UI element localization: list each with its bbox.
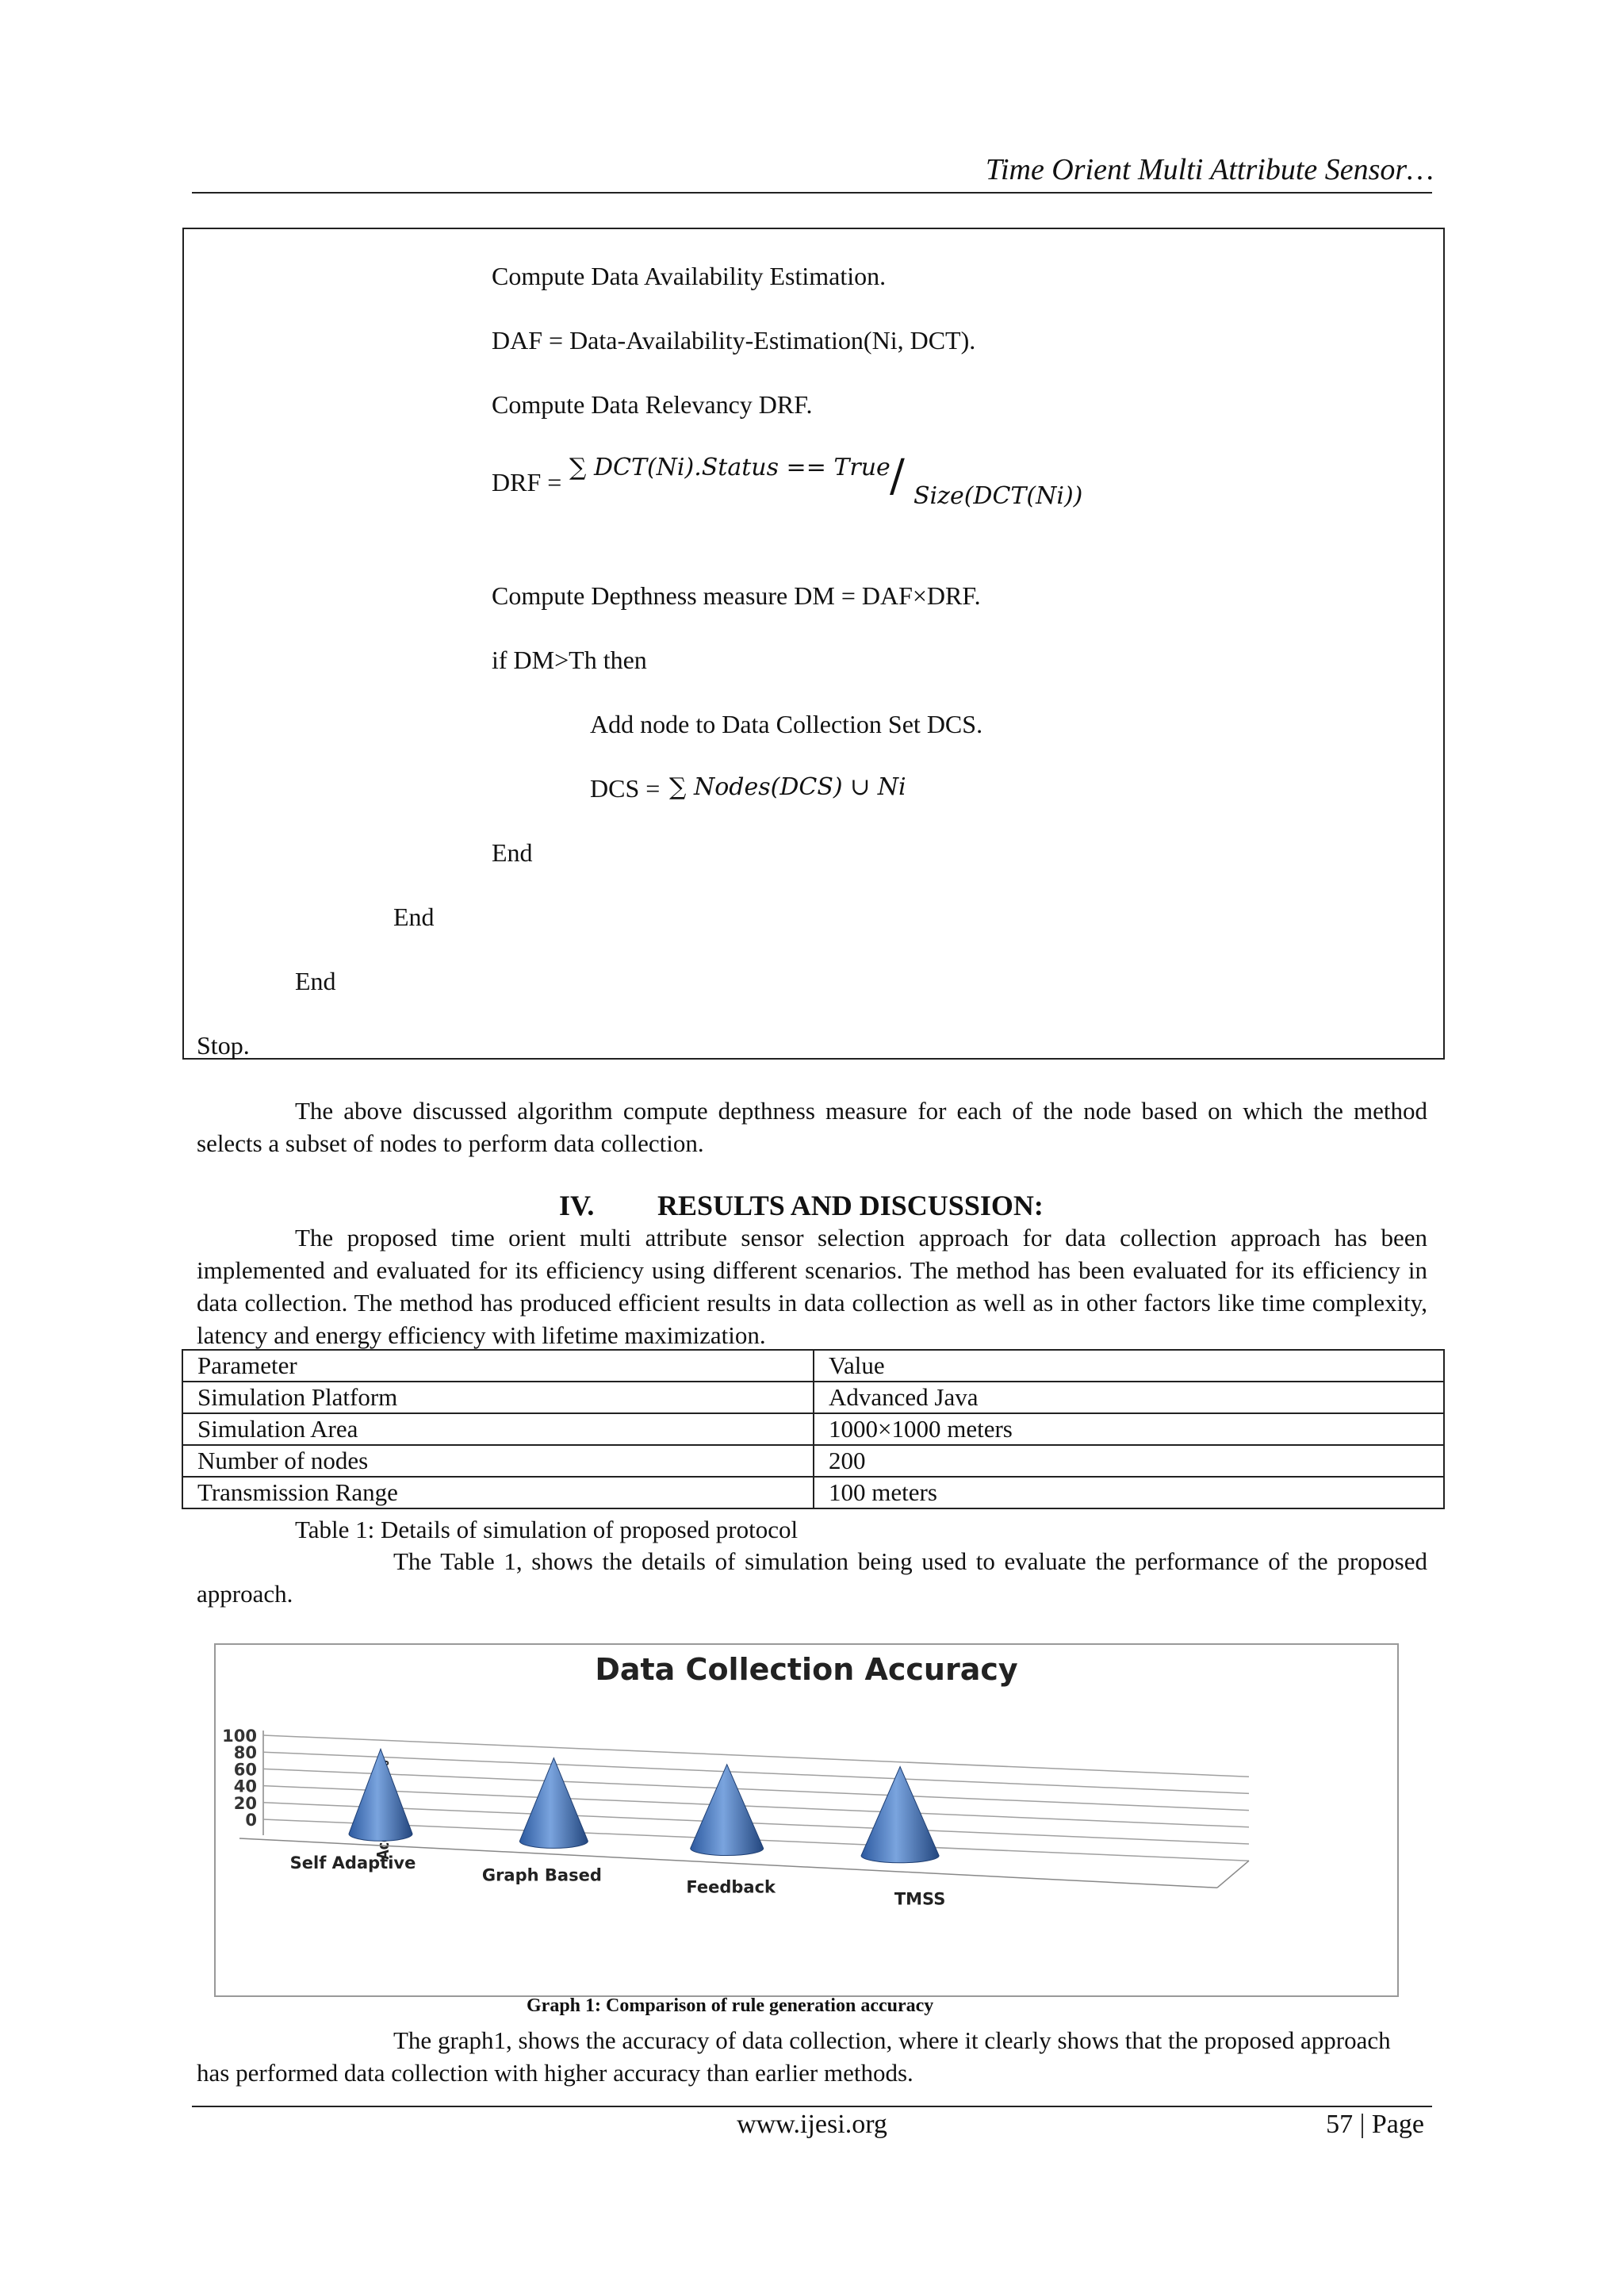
chart-cone bbox=[519, 1758, 588, 1849]
chart-cone bbox=[349, 1749, 412, 1841]
algo-line-compute-dae: Compute Data Availability Estimation. bbox=[492, 262, 887, 290]
chart-title: Data Collection Accuracy bbox=[595, 1652, 1018, 1687]
accuracy-chart bbox=[214, 1643, 1399, 1997]
algo-end-outer: End bbox=[295, 967, 336, 995]
algo-line-dm: Compute Depthness measure DM = DAF×DRF. bbox=[492, 581, 981, 610]
table-row bbox=[182, 1382, 1444, 1413]
algo-line-daf: DAF = Data-Availability-Estimation(Ni, DCT). bbox=[492, 326, 976, 355]
chart-caption: Graph 1: Comparison of rule generation accuracy bbox=[527, 1995, 934, 2016]
chart-gridline bbox=[263, 1735, 1249, 1777]
chart-gridline bbox=[263, 1769, 1249, 1810]
dcs-expression: ∑ Nodes(DCS) ∪ Ni bbox=[669, 773, 906, 801]
table-row bbox=[182, 1445, 1444, 1477]
table-caption: Table 1: Details of simulation of proposed protocol bbox=[295, 1516, 799, 1543]
chart-y-tick-label: 100 bbox=[222, 1727, 257, 1746]
table-cell: Advanced Java bbox=[814, 1382, 1444, 1413]
footer-rule bbox=[192, 2106, 1432, 2107]
table-row bbox=[182, 1413, 1444, 1445]
simulation-table bbox=[182, 1349, 1445, 1509]
table-cell: Transmission Range bbox=[182, 1477, 814, 1508]
algo-line-compute-drf: Compute Data Relevancy DRF. bbox=[492, 390, 813, 419]
chart-x-tick-label: TMSS bbox=[894, 1889, 946, 1909]
chart-gridline bbox=[263, 1752, 1249, 1793]
algo-end-if: End bbox=[492, 838, 533, 867]
table-cell: Number of nodes bbox=[182, 1445, 814, 1477]
table-header-cell: Parameter bbox=[182, 1350, 814, 1382]
drf-numerator: ∑ DCT(Ni).Status == True bbox=[569, 454, 891, 481]
table-header-row bbox=[182, 1350, 1444, 1382]
chart-y-tick-label: 0 bbox=[245, 1811, 257, 1830]
table-cell: Simulation Area bbox=[182, 1413, 814, 1445]
section-number: IV. bbox=[559, 1190, 595, 1221]
drf-denominator: Size(DCT(Ni)) bbox=[914, 482, 1083, 510]
table-row bbox=[182, 1477, 1444, 1508]
table-cell: 1000×1000 meters bbox=[814, 1413, 1444, 1445]
dcs-label: DCS = bbox=[590, 774, 661, 803]
drf-label: DRF = bbox=[492, 468, 562, 496]
chart-y-tick-label: 60 bbox=[233, 1760, 257, 1780]
paragraph-table-description: The Table 1, shows the details of simulation being used to evaluate the performance of the proposed approach. bbox=[197, 1547, 1427, 1608]
chart-gridline bbox=[263, 1786, 1249, 1827]
chart-x-tick-label: Graph Based bbox=[481, 1865, 602, 1885]
fraction-slash: / bbox=[890, 450, 905, 502]
algo-line-add-node: Add node to Data Collection Set DCS. bbox=[590, 710, 983, 738]
chart-y-tick-label: 40 bbox=[233, 1777, 257, 1796]
footer-page-number: 57 | Page bbox=[1326, 2110, 1424, 2139]
footer-url: www.ijesi.org bbox=[737, 2110, 887, 2139]
chart-cone bbox=[691, 1765, 764, 1856]
algo-line-if: if DM>Th then bbox=[492, 646, 647, 674]
algo-end-inner: End bbox=[393, 903, 435, 931]
chart-cone bbox=[861, 1767, 939, 1863]
paragraph-results: The proposed time orient multi attribute sensor selection approach for data collection approach has been implemented and evaluated for its efficiency using different scenarios. The method has been evaluated for its efficiency in data collection. The method has produced efficient results in data collection as well as in other factors like time complexity, latency and energy efficiency with lifetime maximization. bbox=[197, 1224, 1427, 1349]
chart-floor-edge bbox=[1217, 1861, 1249, 1888]
running-title: Time Orient Multi Attribute Sensor… bbox=[985, 153, 1434, 186]
table-cell: Simulation Platform bbox=[182, 1382, 814, 1413]
table-cell: 100 meters bbox=[814, 1477, 1444, 1508]
table-header-cell: Value bbox=[814, 1350, 1444, 1382]
header-rule bbox=[192, 192, 1432, 194]
table-cell: 200 bbox=[814, 1445, 1444, 1477]
chart-x-tick-label: Self Adaptive bbox=[289, 1853, 416, 1873]
chart-x-tick-label: Feedback bbox=[686, 1877, 776, 1897]
paragraph-graph-description: The graph1, shows the accuracy of data collection, where it clearly shows that the proposed approach has performed data collection with higher accuracy than earlier methods. bbox=[197, 2026, 1391, 2087]
chart-y-tick-label: 20 bbox=[233, 1793, 257, 1813]
algo-stop: Stop. bbox=[197, 1031, 250, 1060]
paragraph-algorithm-summary: The above discussed algorithm compute depthness measure for each of the node based on which the method selects a subset of nodes to perform data collection. bbox=[197, 1097, 1427, 1157]
chart-y-tick-label: 80 bbox=[233, 1743, 257, 1763]
section-title: RESULTS AND DISCUSSION: bbox=[657, 1190, 1044, 1221]
